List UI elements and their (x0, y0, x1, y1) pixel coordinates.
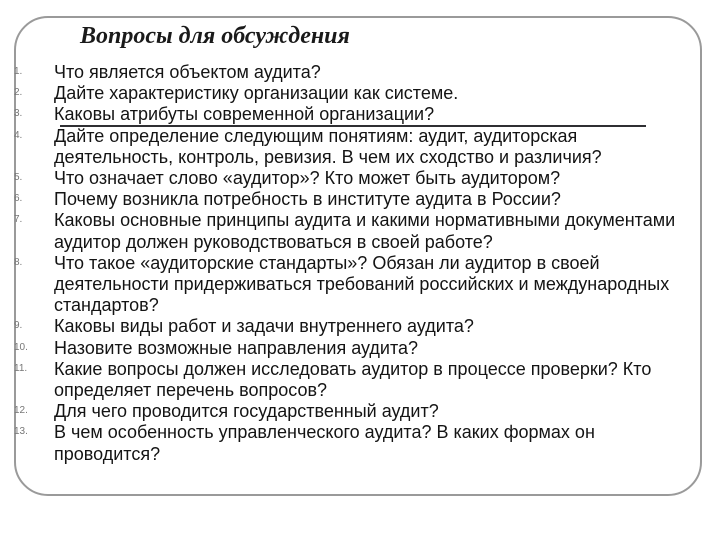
question-number: 5. (14, 172, 23, 184)
question-text: Какие вопросы должен исследовать аудитор в процессе проверки? Кто определяет перечень вопросов? (54, 358, 652, 401)
question-item (14, 401, 694, 422)
question-number: 8. (14, 256, 23, 268)
question-number: 4. (14, 129, 23, 141)
question-text: Почему возникла потребность в институте аудита в России? (54, 189, 561, 210)
question-number: 11. (14, 362, 28, 374)
question-text: Дайте характеристику организации как системе. (54, 83, 459, 104)
question-text: В чем особенность управленческого аудита? В каких формах он проводится? (54, 422, 595, 464)
question-text: Каковы основные принципы аудита и какими нормативными документами аудитор должен руководствоваться в своей работе? (54, 210, 676, 252)
question-item (14, 168, 694, 189)
question-item (14, 316, 694, 337)
question-number: 12. (14, 405, 28, 417)
question-item (14, 62, 694, 83)
question-text: Назовите возможные направления аудита? (54, 337, 419, 358)
question-item (14, 210, 694, 252)
question-item (14, 422, 694, 464)
question-text: Каковы виды работ и задачи внутреннего аудита? (54, 316, 474, 337)
question-number: 7. (14, 214, 23, 226)
question-text: Для чего проводится государственный аудит? (54, 401, 439, 422)
question-item (14, 359, 694, 401)
question-number: 3. (14, 108, 23, 120)
question-text: Что такое «аудиторские стандарты»? Обязан ли аудитор в своей деятельности придерживаться требований российских и международных стандартов? (54, 252, 670, 316)
question-text: Каковы атрибуты современной организации? (54, 104, 435, 125)
question-item (14, 104, 694, 125)
question-text: Дайте определение следующим понятиям: аудит, аудиторская деятельность, контроль, ревизия. В чем их сходство и различия? (54, 125, 602, 167)
question-number: 1. (14, 66, 23, 77)
question-item (14, 253, 694, 317)
question-number: 2. (14, 87, 23, 99)
question-number: 10. (14, 341, 28, 353)
question-text: Что является объектом аудита? (54, 62, 321, 82)
question-item (14, 126, 694, 168)
question-number: 13. (14, 426, 28, 438)
question-number: 6. (14, 193, 23, 205)
question-item (14, 338, 694, 359)
question-item (14, 83, 694, 104)
question-text: Что означает слово «аудитор»? Кто может быть аудитором? (54, 168, 561, 189)
question-list (14, 62, 694, 465)
question-item (14, 189, 694, 210)
question-number: 9. (14, 320, 23, 332)
slide-title: Вопросы для обсуждения (74, 22, 356, 50)
